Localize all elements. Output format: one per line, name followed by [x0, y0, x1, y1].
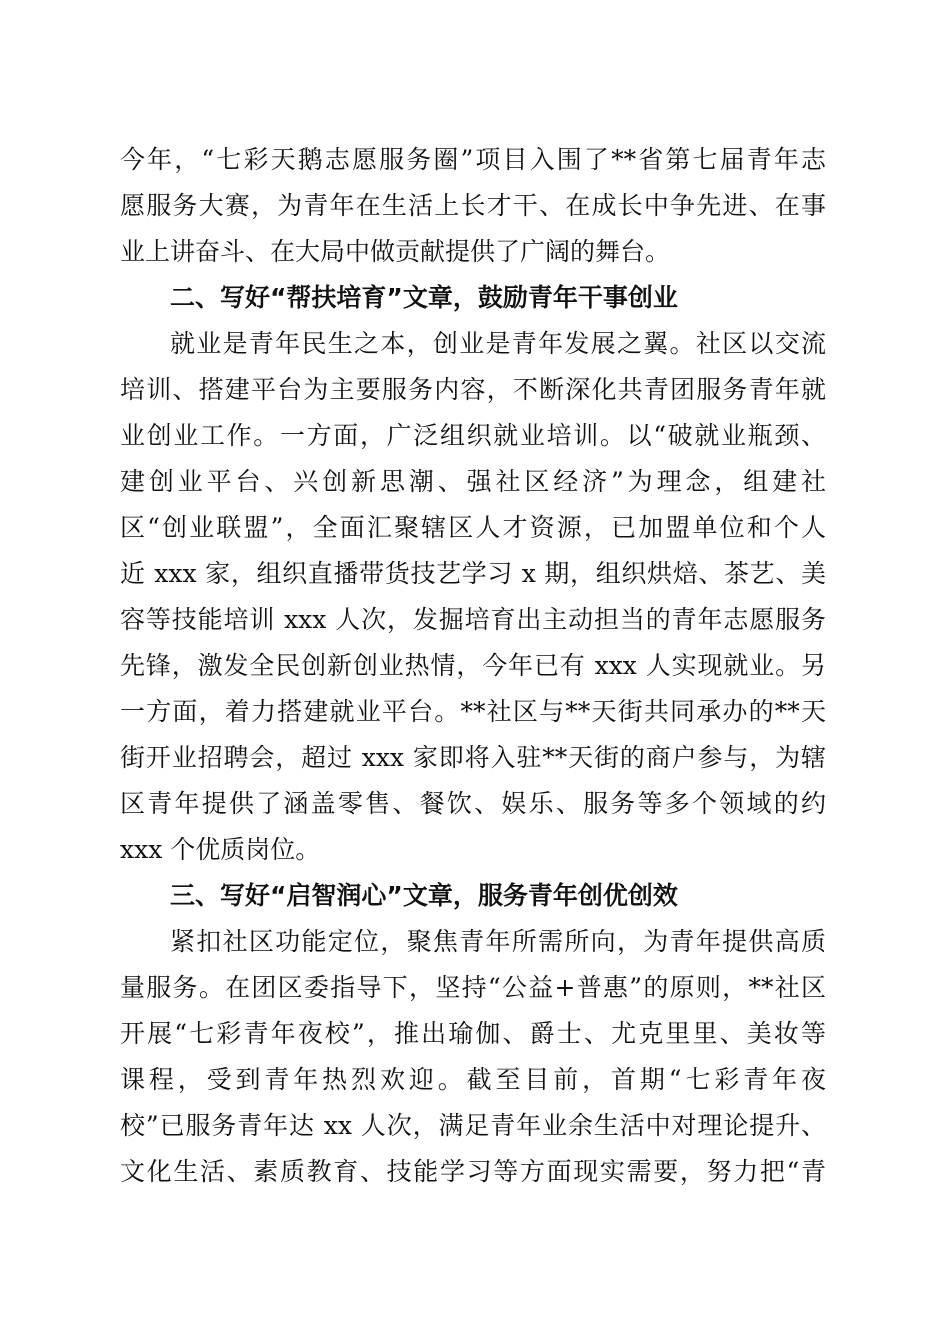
paragraph-2-line-11: 区青年提供了涵盖零售、餐饮、娱乐、服务等多个领域的约	[120, 789, 826, 818]
paragraph-2-line-9: 一方面，着力搭建就业平台。**社区与**天街共同承办的**天	[120, 697, 826, 726]
paragraph-3-line-3: 开展“七彩青年夜校”，推出瑜伽、爵士、尤克里里、美妆等	[120, 1019, 826, 1048]
paragraph-2-line-12: xxx 个优质岗位。	[120, 835, 321, 864]
paragraph-2-line-2: 培训、搭建平台为主要服务内容，不断深化共青团服务青年就	[120, 375, 826, 404]
paragraph-1-line-2: 愿服务大赛，为青年在生活上长才干、在成长中争先进、在事	[120, 191, 826, 220]
section-heading-3: 三、写好“启智润心”文章，服务青年创优创效	[170, 881, 678, 910]
paragraph-1-line-3: 业上讲奋斗、在大局中做贡献提供了广阔的舞台。	[120, 237, 671, 266]
paragraph-3-line-2: 量服务。在团区委指导下，坚持“公益+普惠”的原则，**社区	[120, 973, 826, 1002]
paragraph-2-line-10: 街开业招聘会，超过 xxx 家即将入驻**天街的商户参与，为辖	[120, 743, 826, 772]
paragraph-2-line-4: 建创业平台、兴创新思潮、强社区经济”为理念，组建社	[120, 467, 826, 496]
paragraph-3-line-5: 校”已服务青年达 xx 人次，满足青年业余生活中对理论提升、	[120, 1111, 826, 1140]
paragraph-3-line-6: 文化生活、素质教育、技能学习等方面现实需要，努力把“青	[120, 1157, 826, 1186]
paragraph-2-line-3: 业创业工作。一方面，广泛组织就业培训。以“破就业瓶颈、	[120, 421, 826, 450]
paragraph-3-line-4: 课程，受到青年热烈欢迎。截至目前，首期“七彩青年夜	[120, 1065, 826, 1094]
paragraph-2-line-6: 近 xxx 家，组织直播带货技艺学习 x 期，组织烘焙、茶艺、美	[120, 559, 826, 588]
section-heading-2: 二、写好“帮扶培育”文章，鼓励青年干事创业	[170, 283, 678, 312]
paragraph-2-line-7: 容等技能培训 xxx 人次，发掘培育出主动担当的青年志愿服务	[120, 605, 826, 634]
paragraph-2-line-8: 先锋，激发全民创新创业热情，今年已有 xxx 人实现就业。另	[120, 651, 826, 680]
paragraph-2-line-1: 就业是青年民生之本，创业是青年发展之翼。社区以交流	[170, 329, 826, 358]
paragraph-3-line-1: 紧扣社区功能定位，聚焦青年所需所向，为青年提供高质	[170, 927, 826, 956]
paragraph-1-line-1: 今年，“七彩天鹅志愿服务圈”项目入围了**省第七届青年志	[120, 145, 826, 174]
paragraph-2-line-5: 区“创业联盟”，全面汇聚辖区人才资源，已加盟单位和个人	[120, 513, 826, 542]
